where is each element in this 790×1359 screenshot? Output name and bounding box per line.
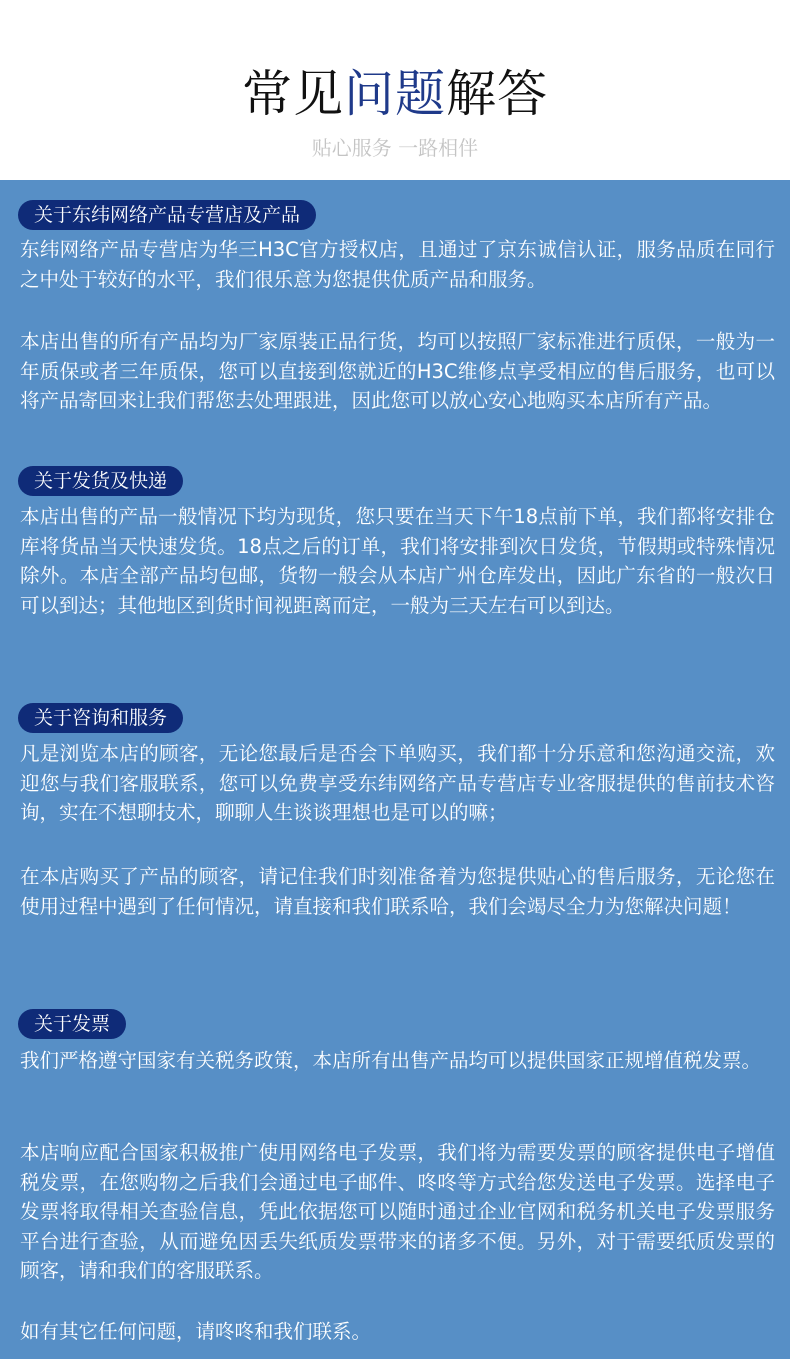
section-heading-store: 关于东纬网络产品专营店及产品 bbox=[18, 200, 316, 230]
section-service-paragraph-2: 在本店购买了产品的顾客，请记住我们时刻准备着为您提供贴心的售后服务，无论您在使用过程中遇到了任何情况，请直接和我们联系哈，我们会竭尽全力为您解决问题！ bbox=[20, 865, 775, 918]
page-header bbox=[0, 0, 790, 180]
title-accent: 问题 bbox=[344, 65, 446, 123]
section-shipping-paragraph-1: 本店出售的产品一般情况下均为现货，您只要在当天下午18点前下单，我们都将安排仓库将货品当天快速发货。18点之后的订单，我们将安排到次日发货，节假期或特殊情况除外。本店全部产品均包邮，货物一般会从本店广州仓库发出，因此广东省的一般次日可以到达；其他地区到货时间视距离而定，一般为三天左右可以到达。 bbox=[20, 505, 775, 617]
faq-content bbox=[0, 180, 790, 1359]
page-subtitle: 贴心服务 一路相伴 bbox=[311, 136, 479, 160]
section-service-paragraph-1: 凡是浏览本店的顾客，无论您最后是否会下单购买，我们都十分乐意和您沟通交流，欢迎您与我们客服联系，您可以免费享受东纬网络产品专营店专业客服提供的售前技术咨询，实在不想聊技术，聊聊人生谈谈理想也是可以的嘛； bbox=[20, 742, 775, 824]
section-heading-service: 关于咨询和服务 bbox=[18, 703, 183, 733]
section-invoice-paragraph-3: 如有其它任何问题，请咚咚和我们联系。 bbox=[20, 1320, 372, 1343]
section-heading-shipping: 关于发货及快递 bbox=[18, 466, 183, 496]
section-store-paragraph-2: 本店出售的所有产品均为厂家原装正品行货，均可以按照厂家标准进行质保，一般为一年质保或者三年质保，您可以直接到您就近的H3C维修点享受相应的售后服务，也可以将产品寄回来让我们帮您去处理跟进，因此您可以放心安心地购买本店所有产品。 bbox=[20, 330, 775, 412]
section-heading-invoice: 关于发票 bbox=[18, 1009, 126, 1039]
title-part1: 常见 bbox=[242, 65, 344, 123]
section-store-paragraph-1: 东纬网络产品专营店为华三H3C官方授权店，且通过了京东诚信认证，服务品质在同行之中处于较好的水平，我们很乐意为您提供优质产品和服务。 bbox=[20, 238, 775, 291]
section-invoice-paragraph-1: 我们严格遵守国家有关税务政策，本店所有出售产品均可以提供国家正规增值税发票。 bbox=[20, 1049, 762, 1072]
section-invoice-paragraph-2: 本店响应配合国家积极推广使用网络电子发票，我们将为需要发票的顾客提供电子增值税发票，在您购物之后我们会通过电子邮件、咚咚等方式给您发送电子发票。选择电子发票将取得相关查验信息，凭此依据您可以随时通过企业官网和税务机关电子发票服务平台进行查验，从而避免因丢失纸质发票带来的诸多不便。另外，对于需要纸质发票的顾客，请和我们的客服联系。 bbox=[20, 1141, 775, 1282]
title-part2: 解答 bbox=[446, 65, 548, 123]
page-title bbox=[0, 64, 790, 124]
